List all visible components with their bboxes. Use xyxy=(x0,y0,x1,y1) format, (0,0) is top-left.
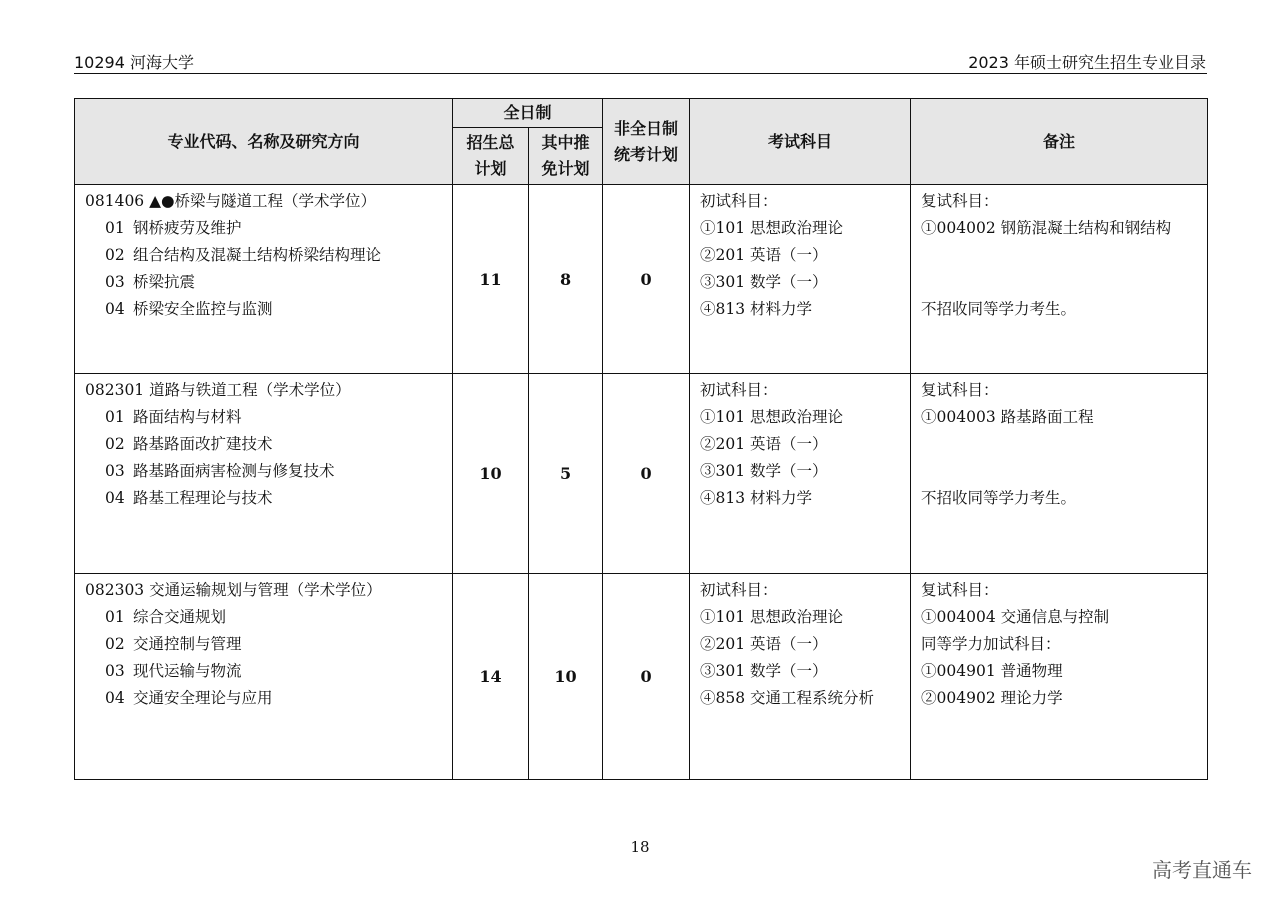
major-title: 081406 ▲●桥梁与隧道工程（学术学位） xyxy=(85,192,377,210)
header-major: 专业代码、名称及研究方向 xyxy=(75,99,453,185)
note-line: 复试科目： xyxy=(921,581,999,599)
direction-item xyxy=(85,242,452,269)
note-line: ①004901 普通物理 xyxy=(921,662,1063,680)
major-title: 082303 交通运输规划与管理（学术学位） xyxy=(85,581,382,599)
direction-name: 路基路面改扩建技术 xyxy=(133,435,273,453)
exam-line: ④858 交通工程系统分析 xyxy=(700,689,875,707)
direction-item xyxy=(85,404,452,431)
direction-item xyxy=(85,685,452,712)
header-parttime-line2: 统考计划 xyxy=(614,144,679,164)
recommended-plan-value: 8 xyxy=(529,185,603,374)
notes-cell xyxy=(911,574,1208,780)
direction-name: 综合交通规划 xyxy=(133,608,227,626)
parttime-plan-value: 0 xyxy=(603,574,690,780)
direction-name: 路基路面病害检测与修复技术 xyxy=(133,462,335,480)
notes-cell xyxy=(911,374,1208,574)
note-line: ①004002 钢筋混凝土结构和钢结构 xyxy=(921,219,1172,237)
header-notes: 备注 xyxy=(911,99,1208,185)
direction-item xyxy=(85,604,452,631)
exam-line: ③301 数学（一） xyxy=(700,662,828,680)
note-line: 不招收同等学力考生。 xyxy=(921,300,1077,318)
direction-code: 01 xyxy=(105,219,125,237)
note-line: 同等学力加试科目： xyxy=(921,635,1061,653)
direction-item xyxy=(85,215,452,242)
exam-line: 初试科目： xyxy=(700,381,778,399)
direction-name: 路基工程理论与技术 xyxy=(133,489,273,507)
direction-code: 04 xyxy=(105,689,125,707)
note-line xyxy=(921,431,1207,458)
direction-code: 02 xyxy=(105,246,125,264)
page-number: 18 xyxy=(630,838,650,856)
direction-name: 现代运输与物流 xyxy=(133,662,242,680)
exam-cell xyxy=(690,574,911,780)
total-plan-value: 11 xyxy=(453,185,529,374)
note-line: 复试科目： xyxy=(921,192,999,210)
major-cell xyxy=(75,185,453,374)
total-plan-value: 14 xyxy=(453,574,529,780)
exam-line: ②201 英语（一） xyxy=(700,635,828,653)
total-plan-value: 10 xyxy=(453,374,529,574)
direction-name: 桥梁安全监控与监测 xyxy=(133,300,273,318)
header-exam: 考试科目 xyxy=(690,99,911,185)
direction-name: 组合结构及混凝土结构桥梁结构理论 xyxy=(133,246,382,264)
exam-line: ③301 数学（一） xyxy=(700,462,828,480)
recommended-plan-value: 10 xyxy=(529,574,603,780)
exam-line: ①101 思想政治理论 xyxy=(700,219,844,237)
note-line: 复试科目： xyxy=(921,381,999,399)
header-total-plan-line2: 计划 xyxy=(474,159,507,178)
parttime-plan-value: 0 xyxy=(603,374,690,574)
direction-code: 03 xyxy=(105,273,125,291)
watermark: 高考直通车 xyxy=(1152,858,1252,882)
direction-name: 交通控制与管理 xyxy=(133,635,242,653)
header-rule xyxy=(74,73,1207,74)
exam-line: ②201 英语（一） xyxy=(700,435,828,453)
major-cell xyxy=(75,574,453,780)
exam-line: 初试科目： xyxy=(700,581,778,599)
notes-cell xyxy=(911,185,1208,374)
direction-name: 钢桥疲劳及维护 xyxy=(133,219,242,237)
note-line: ①004003 路基路面工程 xyxy=(921,408,1094,426)
exam-line: ①101 思想政治理论 xyxy=(700,608,844,626)
table-row xyxy=(75,185,1208,374)
direction-code: 02 xyxy=(105,635,125,653)
direction-code: 03 xyxy=(105,662,125,680)
major-cell xyxy=(75,374,453,574)
direction-item xyxy=(85,431,452,458)
header-recommended-plan-line2: 免计划 xyxy=(541,159,590,178)
exam-line: ①101 思想政治理论 xyxy=(700,408,844,426)
exam-line: ③301 数学（一） xyxy=(700,273,828,291)
direction-item xyxy=(85,631,452,658)
direction-item xyxy=(85,269,452,296)
direction-item xyxy=(85,296,452,323)
recommended-plan-value: 5 xyxy=(529,374,603,574)
exam-cell xyxy=(690,374,911,574)
note-line: ①004004 交通信息与控制 xyxy=(921,608,1110,626)
table-row xyxy=(75,374,1208,574)
exam-line: ④813 材料力学 xyxy=(700,300,813,318)
header-total-plan-line1: 招生总 xyxy=(466,133,515,152)
direction-name: 交通安全理论与应用 xyxy=(133,689,273,707)
header-university: 10294 河海大学 xyxy=(74,53,194,72)
direction-item xyxy=(85,658,452,685)
header-fulltime: 全日制 xyxy=(453,99,603,128)
direction-name: 桥梁抗震 xyxy=(133,273,196,291)
major-catalog-table xyxy=(74,98,1208,780)
header-recommended-plan xyxy=(529,128,603,185)
major-title: 082301 道路与铁道工程（学术学位） xyxy=(85,381,351,399)
note-line: ②004902 理论力学 xyxy=(921,689,1063,707)
header-parttime-line1: 非全日制 xyxy=(614,118,679,138)
note-line xyxy=(921,242,1207,269)
parttime-plan-value: 0 xyxy=(603,185,690,374)
exam-line: 初试科目： xyxy=(700,192,778,210)
header-recommended-plan-line1: 其中推 xyxy=(541,133,590,152)
direction-name: 路面结构与材料 xyxy=(133,408,242,426)
note-line xyxy=(921,458,1207,485)
direction-item xyxy=(85,458,452,485)
direction-code: 04 xyxy=(105,300,125,318)
direction-item xyxy=(85,485,452,512)
direction-code: 04 xyxy=(105,489,125,507)
header-catalog-title: 2023 年硕士研究生招生专业目录 xyxy=(968,53,1206,72)
direction-code: 03 xyxy=(105,462,125,480)
header-total-plan xyxy=(453,128,529,185)
exam-line: ④813 材料力学 xyxy=(700,489,813,507)
note-line: 不招收同等学力考生。 xyxy=(921,489,1077,507)
exam-cell xyxy=(690,185,911,374)
exam-line: ②201 英语（一） xyxy=(700,246,828,264)
direction-code: 02 xyxy=(105,435,125,453)
note-line xyxy=(921,269,1207,296)
direction-code: 01 xyxy=(105,608,125,626)
table-row xyxy=(75,574,1208,780)
header-parttime xyxy=(603,99,690,185)
direction-code: 01 xyxy=(105,408,125,426)
